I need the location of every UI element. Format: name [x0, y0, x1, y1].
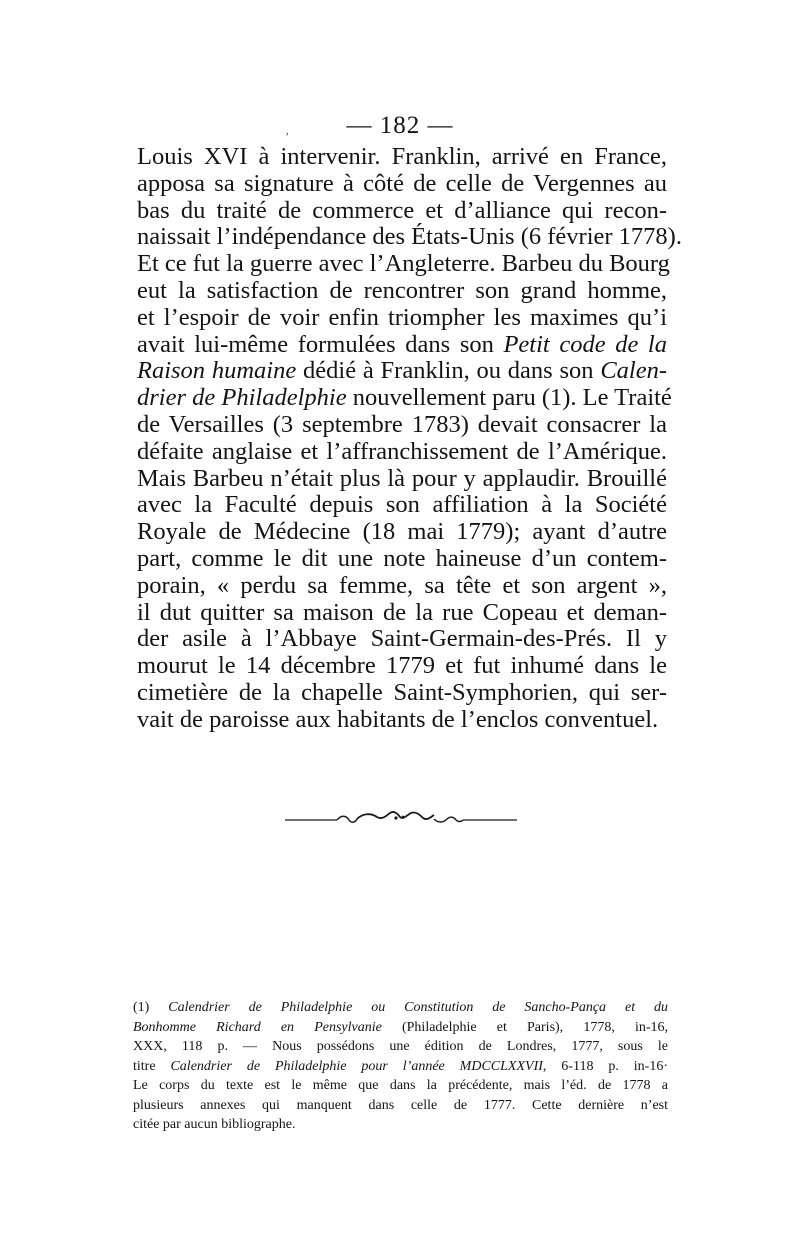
- footnote-line: [133, 998, 668, 1018]
- page-number-text: — 182 —: [346, 112, 454, 139]
- text-run: bas du traité de commerce et d’alliance qui recon-: [137, 196, 667, 224]
- text-run: eut la satisfaction de rencontrer son grand homme,: [137, 276, 667, 304]
- text-run: Mais Barbeu n’était plus là pour y applaudir. Brouillé: [137, 464, 667, 492]
- body-line: [137, 278, 667, 305]
- text-run: mourut le 14 décembre 1779 et fut inhumé dans le: [137, 652, 667, 680]
- text-run: Calendrier de Philadelphie pour l’année MDCCLXXVII: [170, 1058, 543, 1074]
- body-line: [137, 653, 667, 680]
- body-line: [137, 519, 667, 546]
- body-line: [137, 492, 667, 519]
- text-run: naissait l’indépendance des États-Unis (6 février 1778).: [137, 223, 682, 251]
- body-line: [137, 250, 670, 278]
- text-run: Louis XVI à intervenir. Franklin, arrivé en France,: [137, 143, 667, 170]
- text-run: Le corps du texte est le même que dans la précédente, mais l’éd. de 1778 a: [133, 1078, 668, 1093]
- body-line: [137, 546, 667, 573]
- ornament-divider-icon: [285, 808, 517, 832]
- body-line: [137, 600, 667, 627]
- text-run: Calen-: [600, 357, 667, 385]
- text-run: XXX, 118 p. — Nous possédons une édition de Londres, 1777, sous le: [133, 1039, 668, 1054]
- body-line: [137, 439, 667, 466]
- body-line: [137, 626, 667, 653]
- body-line: [137, 680, 667, 707]
- text-run: apposa sa signature à côté de celle de Vergennes au: [137, 169, 667, 197]
- text-run: , 6-118 p. in-16·: [542, 1058, 668, 1074]
- body-line: [137, 384, 672, 412]
- body-line: [137, 573, 667, 600]
- text-run: plusieurs annexes qui manquent dans celle de 1777. Cette dernière n’est: [133, 1097, 668, 1113]
- footnote-line: [133, 1096, 668, 1116]
- stray-mark: ,: [286, 126, 290, 137]
- footnotes: [133, 998, 668, 1135]
- text-run: Bonhomme Richard en Pensylvanie: [133, 1019, 382, 1035]
- text-run: Petit code de la: [503, 330, 667, 358]
- text-run: drier de Philadelphie: [137, 384, 347, 412]
- footnote-line: [133, 1037, 668, 1057]
- text-run: Raison humaine: [137, 357, 297, 385]
- text-run: (Philadelphie et Paris), 1778, in-16,: [381, 1019, 669, 1035]
- text-run: de Versailles (3 septembre 1783) devait consacrer la: [137, 410, 667, 438]
- footnote-line: [133, 1076, 668, 1096]
- text-run: der asile à l’Abbaye Saint-Germain-des-Prés. Il y: [137, 625, 667, 653]
- text-run: nouvellement paru (1). Le Traité: [346, 384, 672, 412]
- body-line: [137, 466, 667, 493]
- text-run: et l’espoir de voir enfin triompher les maximes qu’i: [137, 303, 667, 331]
- text-run: Calendrier de Philadelphie ou Constitution de Sancho-Pança et du: [168, 1000, 668, 1015]
- text-run: il dut quitter sa maison de la rue Copeau et deman-: [137, 598, 667, 626]
- footnote-line: [133, 1057, 668, 1077]
- body-text: [137, 143, 682, 734]
- body-line: [137, 198, 667, 225]
- body-line: [137, 412, 667, 439]
- text-run: citée par aucun bibliographe.: [133, 1117, 296, 1132]
- footnote-line: [133, 1018, 668, 1038]
- text-run: défaite anglaise et l’affranchissement de l’Amérique.: [137, 437, 667, 465]
- body-line: [137, 305, 667, 332]
- text-run: avait lui-même formulées dans son: [137, 330, 504, 358]
- body-line: [137, 171, 667, 198]
- text-run: dédié à Franklin, ou dans son: [296, 357, 601, 385]
- text-run: titre: [133, 1058, 171, 1074]
- body-line: [137, 223, 682, 251]
- page-number: [0, 112, 800, 140]
- body-line: [137, 332, 667, 359]
- text-run: Et ce fut la guerre avec l’Angleterre. Barbeu du Bourg: [137, 250, 670, 278]
- text-run: part, comme le dit une note haineuse d’un contem-: [137, 544, 667, 572]
- footnote-line: [133, 1115, 668, 1135]
- text-run: avec la Faculté depuis son affiliation à la Société: [137, 491, 667, 519]
- body-line: [137, 144, 667, 171]
- text-run: porain, « perdu sa femme, sa tête et son argent »,: [137, 571, 667, 599]
- text-run: (1): [133, 1000, 169, 1015]
- text-run: Royale de Médecine (18 mai 1779); ayant d’autre: [137, 518, 667, 546]
- text-run: cimetière de la chapelle Saint-Symphorien, qui ser-: [137, 678, 667, 706]
- body-line: [137, 358, 667, 385]
- body-line: [137, 707, 667, 734]
- text-run: vait de paroisse aux habitants de l’enclos conventuel.: [137, 705, 659, 733]
